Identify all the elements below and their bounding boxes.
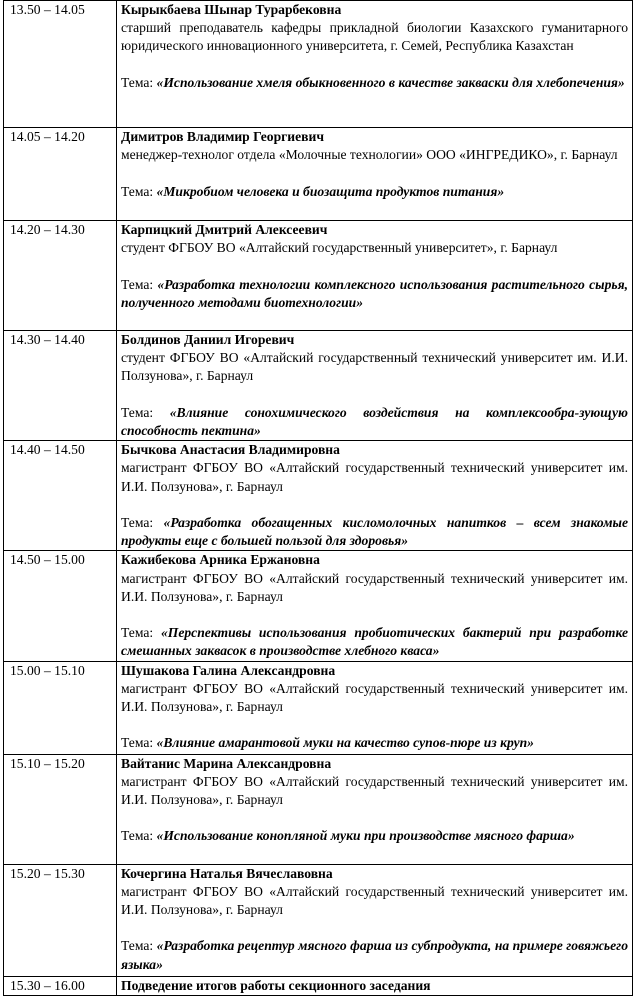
speaker-name: Кажибекова Арника Ержановна [121,552,320,568]
talk-topic [121,404,628,440]
talk-topic [121,514,628,550]
time-slot: 14.50 – 15.00 [4,551,117,661]
topic-title: «Разработка обогащенных кисломолочных напитков – всем знакомые продукты еще с большей пользой для здоровья» [121,515,628,549]
time-slot: 15.10 – 15.20 [4,754,117,864]
schedule-body [4,1,633,996]
speaker-info [117,754,633,864]
talk-topic [121,937,628,973]
topic-label: Тема: [121,276,158,292]
schedule-row [4,864,633,976]
topic-title: «Микробиом человека и биозащита продуктов питания» [156,183,505,199]
topic-label: Тема: [121,735,157,751]
schedule-row [4,221,633,331]
topic-label: Тема: [121,938,157,954]
topic-label: Тема: [121,183,157,199]
speaker-name: Шушакова Галина Александровна [121,662,336,678]
speaker-info [117,331,633,441]
speaker-position: магистрант ФГБОУ ВО «Алтайский государственный технический университет им. И.И. Ползунова», г. Барнаул [121,773,628,808]
topic-label: Тема: [121,515,164,530]
topic-title: «Влияние сонохимического воздействия на комплексообра-зующую способность пектина» [121,404,628,438]
speaker-info [117,1,633,128]
topic-title: «Разработка рецептур мясного фарша из субпродукта, на примере говяжьего языка» [121,938,628,972]
time-slot: 14.40 – 14.50 [4,441,117,551]
time-slot: 14.30 – 14.40 [4,331,117,441]
speaker-position: магистрант ФГБОУ ВО «Алтайский государственный технический университет им. И.И. Ползунова», г. Барнаул [121,883,628,918]
speaker-position: студент ФГБОУ ВО «Алтайский государственный университет», г. Барнаул [121,240,558,256]
talk-topic [121,276,628,312]
schedule-row [4,551,633,661]
schedule-row [4,331,633,441]
time-slot: 15.30 – 16.00 [4,976,117,995]
speaker-name: Кочергина Наталья Вячеславовна [121,865,333,881]
spacer [121,164,628,182]
speaker-name: Димитров Владимир Георгиевич [121,129,325,144]
talk-topic [121,827,628,845]
speaker-name: Карпицкий Дмитрий Алексеевич [121,222,328,237]
closing-row [4,976,633,995]
schedule-row [4,661,633,754]
talk-topic [121,734,628,752]
spacer [121,606,628,624]
talk-topic [121,624,628,660]
spacer [121,257,628,275]
topic-title: «Перспективы использования пробиотических бактерий при разработке смешанных заквасок в производстве хлебного кваса» [121,625,628,659]
speaker-name: Бычкова Анастасия Владимировна [121,442,340,458]
topic-label: Тема: [121,404,170,420]
speaker-position: магистрант ФГБОУ ВО «Алтайский государственный технический университет им. И.И. Ползунова», г. Барнаул [121,570,628,604]
schedule-row [4,128,633,221]
speaker-position: магистрант ФГБОУ ВО «Алтайский государственный технический университет им. И.И. Ползунова», г. Барнаул [121,680,628,715]
topic-label: Тема: [121,74,157,90]
speaker-info [117,221,633,331]
topic-label: Тема: [121,625,161,641]
speaker-position: магистрант ФГБОУ ВО «Алтайский государственный технический университет им. И.И. Ползунова», г. Барнаул [121,460,628,494]
speaker-position: студент ФГБОУ ВО «Алтайский государственный технический университет им. И.И. Ползунова», г. Барнаул [121,350,628,384]
schedule-table [3,0,633,996]
schedule-row [4,1,633,128]
speaker-position: менеджер-технолог отдела «Молочные технологии» ООО «ИНГРЕДИКО», г. Барнаул [121,147,618,163]
spacer [121,386,628,404]
time-slot: 15.20 – 15.30 [4,864,117,976]
speaker-info [117,864,633,976]
time-slot: 14.05 – 14.20 [4,128,117,221]
schedule-row [4,441,633,551]
time-slot: 15.00 – 15.10 [4,661,117,754]
spacer [121,919,628,937]
speaker-info [117,661,633,754]
time-slot: 14.20 – 14.30 [4,221,117,331]
closing-text: Подведение итогов работы секционного заседания [117,976,633,995]
schedule-row [4,754,633,864]
spacer [121,809,628,827]
speaker-name: Вайтанис Марина Александровна [121,755,332,771]
topic-title: «Разработка технологии комплексного использования растительного сырья, полученного методами биотехнологии» [121,276,628,310]
spacer [121,56,628,74]
speaker-info [117,551,633,661]
topic-title: «Использование хмеля обыкновенного в качестве закваски для хлебопечения» [156,74,625,90]
talk-topic [121,183,628,201]
speaker-name: Болдинов Даниил Игоревич [121,332,295,347]
topic-title: «Влияние амарантовой муки на качество супов-пюре из круп» [156,735,534,751]
speaker-info [117,128,633,221]
talk-topic [121,74,628,92]
spacer [121,496,628,514]
spacer [121,716,628,734]
topic-label: Тема: [121,828,157,844]
schedule-document [3,0,633,996]
time-slot: 13.50 – 14.05 [4,1,117,128]
speaker-info [117,441,633,551]
speaker-name: Кырыкбаева Шынар Турарбековна [121,2,342,17]
speaker-position: старший преподаватель кафедры прикладной биологии Казахского гуманитарного юридического инновационного университета, г. Семей, Республика Казахстан [121,20,628,54]
topic-title: «Использование конопляной муки при производстве мясного фарша» [156,828,575,844]
